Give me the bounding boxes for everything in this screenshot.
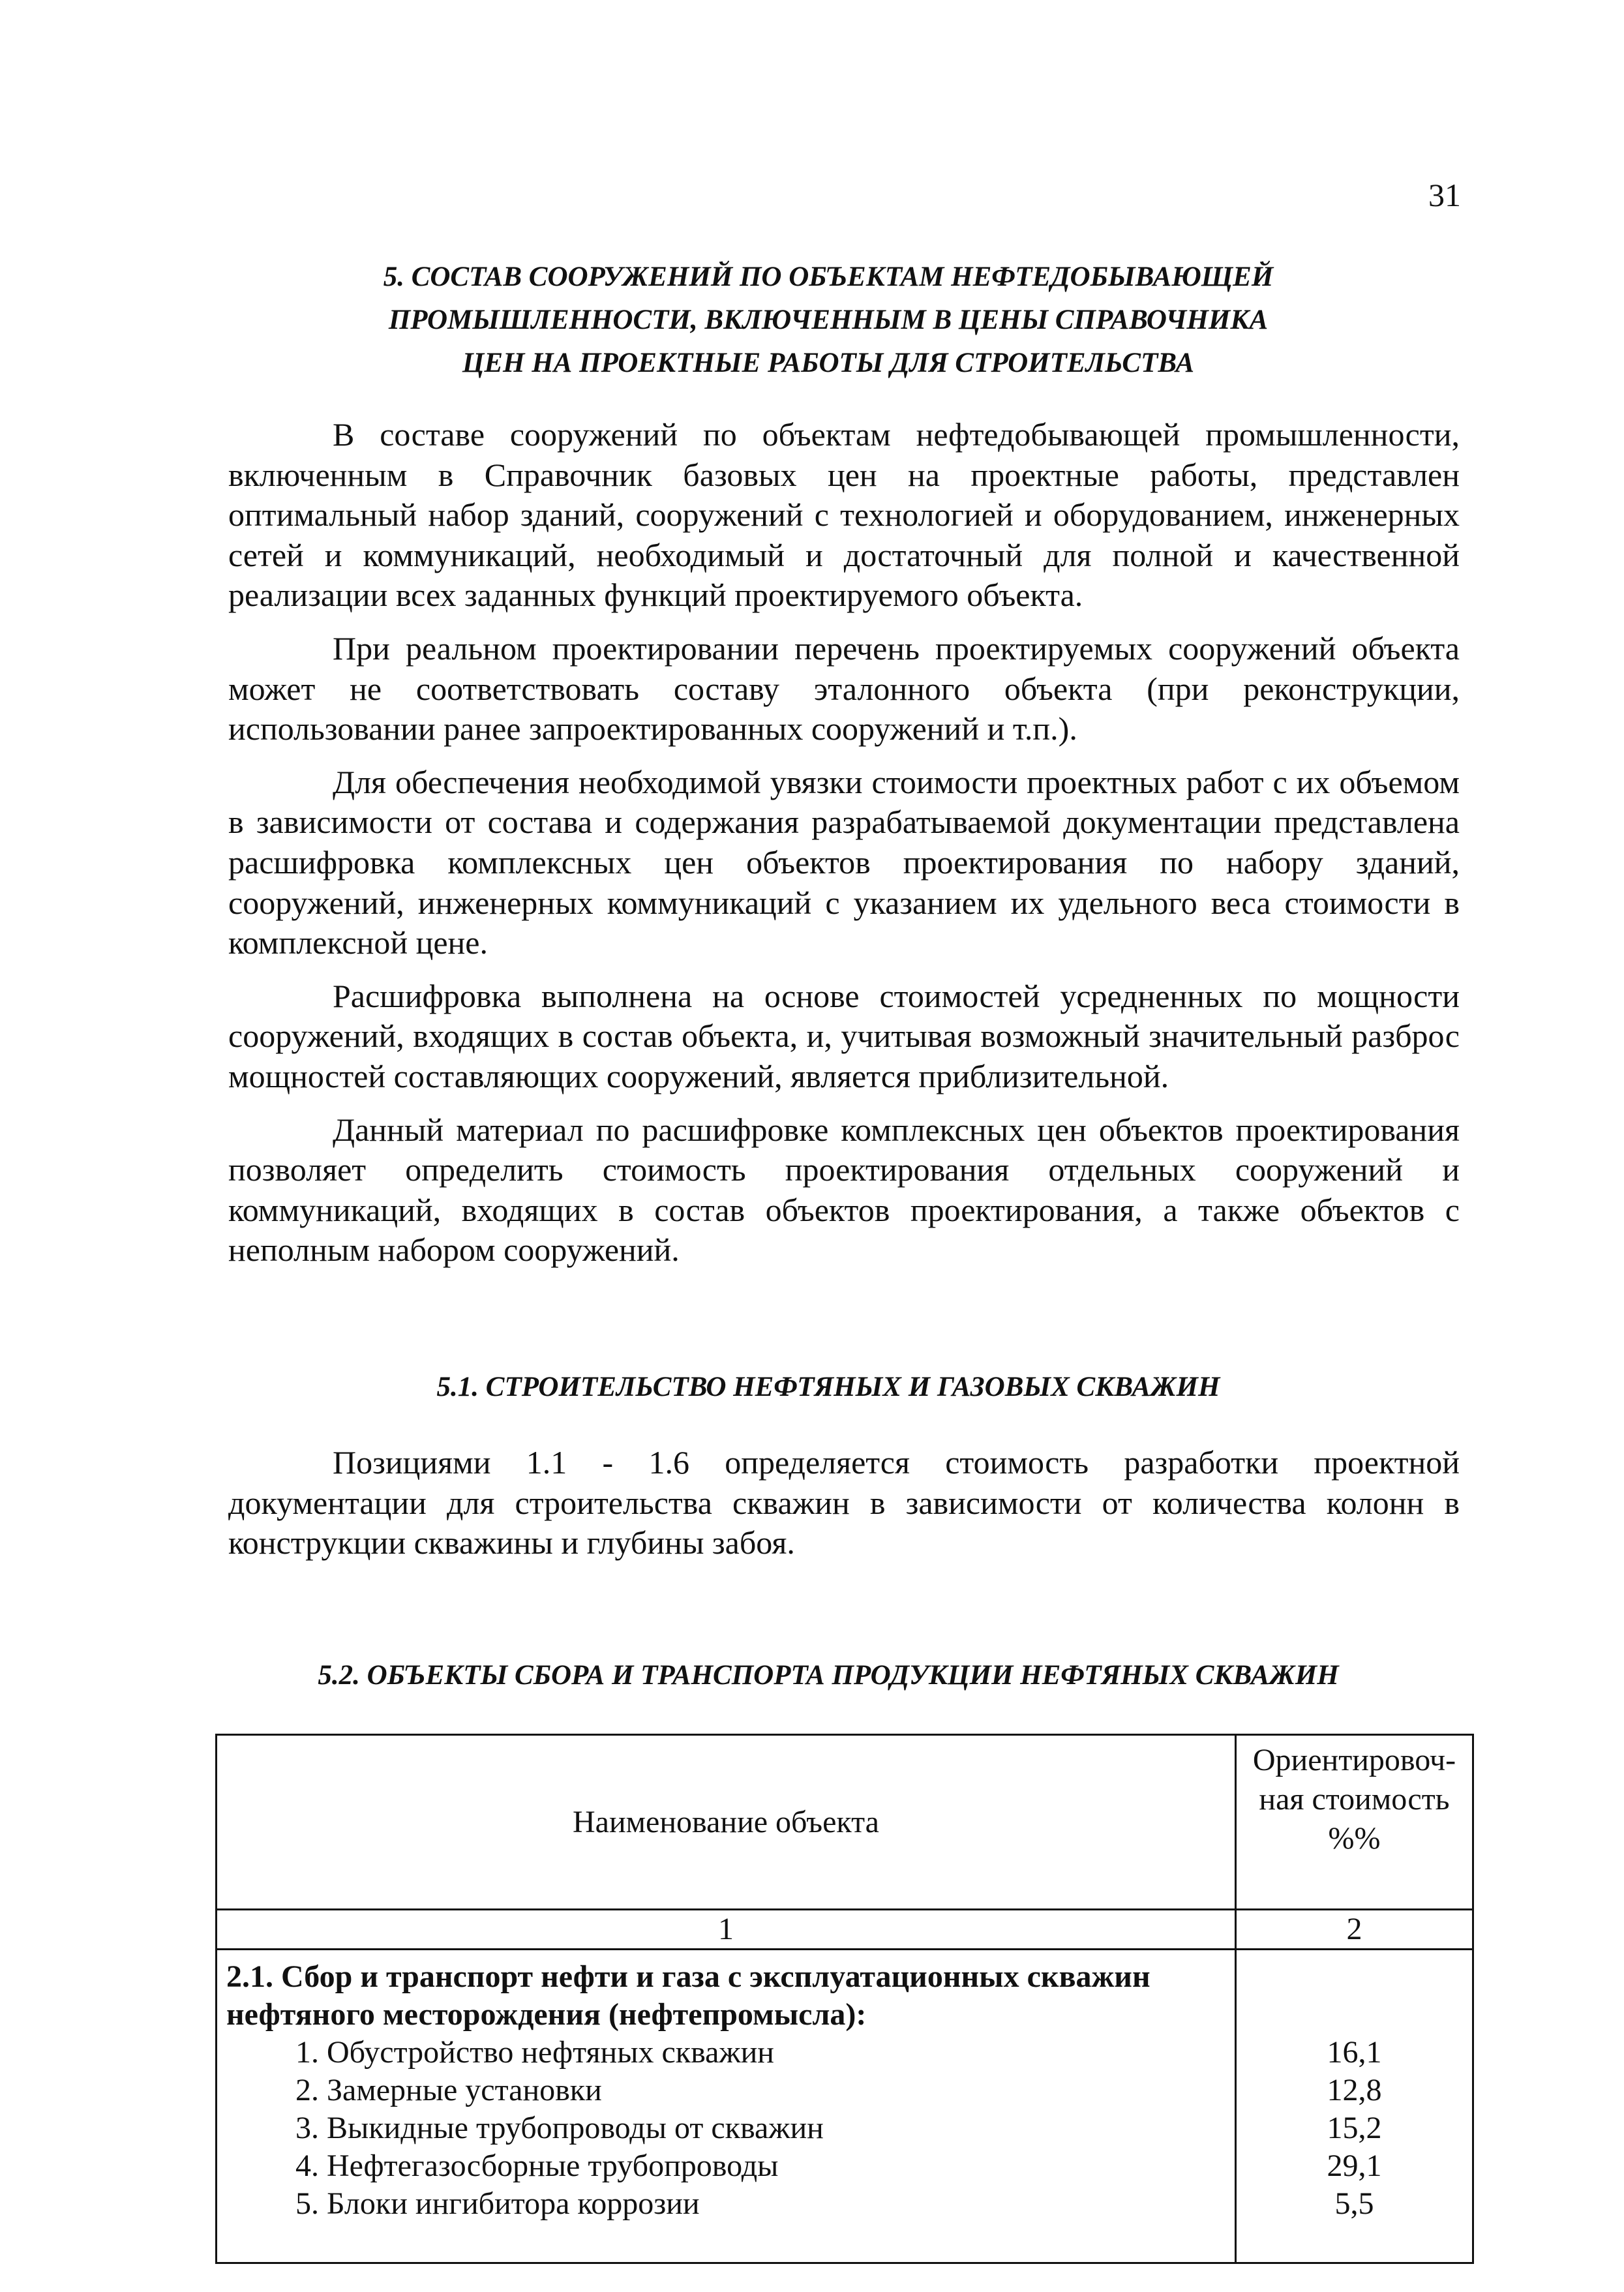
column-number: 1 (217, 1910, 1236, 1950)
section-5-2-heading: 5.2. ОБЪЕКТЫ СБОРА И ТРАНСПОРТА ПРОДУКЦИИ НЕФТЯНЫХ СКВАЖИН (318, 1660, 1339, 1691)
item-name: Нефтегазосборные трубопроводы (327, 2149, 779, 2183)
item-number: 2. (295, 2073, 319, 2107)
table-row (217, 1950, 1473, 2263)
paragraph: Расшифровка выполнена на основе стоимостей усредненных по мощности сооружений, входящих в состав объекта, и, учитывая возможный значительный разброс мощностей составляющих сооружений, является приблизительной. (228, 977, 1460, 1094)
list-item (226, 2185, 1226, 2223)
item-cost: 16,1 (1327, 2035, 1382, 2070)
paragraph: Для обеспечения необходимой увязки стоимости проектных работ с их объемом в зависимости от состава и содержания разрабатываемой документации представлена расшифровка комплексных цен объектов проектирования по набору зданий, сооружений, инженерных коммуникаций с указанием их удельного веса стоимости в комплексной цене. (228, 763, 1460, 961)
header-name-cell: Наименование объекта (217, 1735, 1236, 1910)
section-5-body (228, 415, 1460, 1271)
section-5-1-heading: 5.1. СТРОИТЕЛЬСТВО НЕФТЯНЫХ И ГАЗОВЫХ СКВАЖИН (436, 1372, 1220, 1402)
item-number: 5. (295, 2186, 319, 2221)
objects-table (215, 1734, 1474, 2264)
heading-line: ПРОМЫШЛЕННОСТИ, ВКЛЮЧЕННЫМ В ЦЕНЫ СПРАВОЧНИКА (388, 305, 1269, 335)
header-cost-line: %% (1328, 1821, 1381, 1856)
column-number-row (217, 1910, 1473, 1950)
list-item (226, 2034, 1226, 2072)
header-cost-line: Ориентировоч- (1252, 1743, 1456, 1777)
item-name: Блоки ингибитора коррозии (327, 2186, 700, 2221)
item-number: 3. (295, 2111, 319, 2145)
heading-line: 5. СОСТАВ СООРУЖЕНИЙ ПО ОБЪЕКТАМ НЕФТЕДОБЫВАЮЩЕЙ (383, 262, 1274, 292)
table-header-row (217, 1735, 1473, 1910)
paragraph: При реальном проектировании перечень проектируемых сооружений объекта может не соответствовать составу эталонного объекта (при реконструкции, использовании ранее запроектированных сооружений и т.п.). (228, 629, 1460, 747)
heading-line: ЦЕН НА ПРОЕКТНЫЕ РАБОТЫ ДЛЯ СТРОИТЕЛЬСТВА (462, 348, 1195, 378)
list-item (226, 2072, 1226, 2109)
page-number: 31 (1428, 177, 1461, 213)
item-name: Обустройство нефтяных скважин (327, 2035, 774, 2070)
item-cost: 12,8 (1327, 2073, 1382, 2107)
section-5-heading (196, 256, 1461, 385)
column-number: 2 (1236, 1910, 1473, 1950)
header-cost-line: ная стоимость (1259, 1782, 1450, 1817)
group-title-line: 2.1. Сбор и транспорт нефти и газа с эксплуатационных скважин (226, 1959, 1150, 1994)
item-number: 4. (295, 2149, 319, 2183)
item-number: 1. (295, 2035, 319, 2070)
group-cell (217, 1950, 1236, 2263)
item-name: Замерные установки (327, 2073, 602, 2107)
header-cost-cell (1236, 1735, 1473, 1910)
list-item (226, 2147, 1226, 2185)
cost-cell (1236, 1950, 1473, 2263)
group-title-line: нефтяного месторождения (нефтепромысла): (226, 1997, 867, 2032)
paragraph: Позициями 1.1 - 1.6 определяется стоимость разработки проектной документации для строительства скважин в зависимости от количества колонн в конструкции скважины и глубины забоя. (228, 1444, 1460, 1561)
item-cost: 5,5 (1334, 2186, 1374, 2221)
item-cost: 15,2 (1327, 2111, 1382, 2145)
paragraph: Данный материал по расшифровке комплексных цен объектов проектирования позволяет определить стоимость проектирования отдельных сооружений и коммуникаций, входящих в состав объектов проектирования, а также объектов с неполным набором сооружений. (228, 1111, 1460, 1269)
item-name: Выкидные трубопроводы от скважин (327, 2111, 824, 2145)
paragraph: В составе сооружений по объектам нефтедобывающей промышленности, включенным в Справочник базовых цен на проектные работы, представлен оптимальный набор зданий, сооружений с технологией и оборудованием, инженерных сетей и коммуникаций, необходимый и достаточный для полной и качественной реализации всех заданных функций проектируемого объекта. (228, 416, 1460, 614)
item-cost: 29,1 (1327, 2149, 1382, 2183)
list-item (226, 2109, 1226, 2147)
section-5-1-body (228, 1443, 1460, 1563)
